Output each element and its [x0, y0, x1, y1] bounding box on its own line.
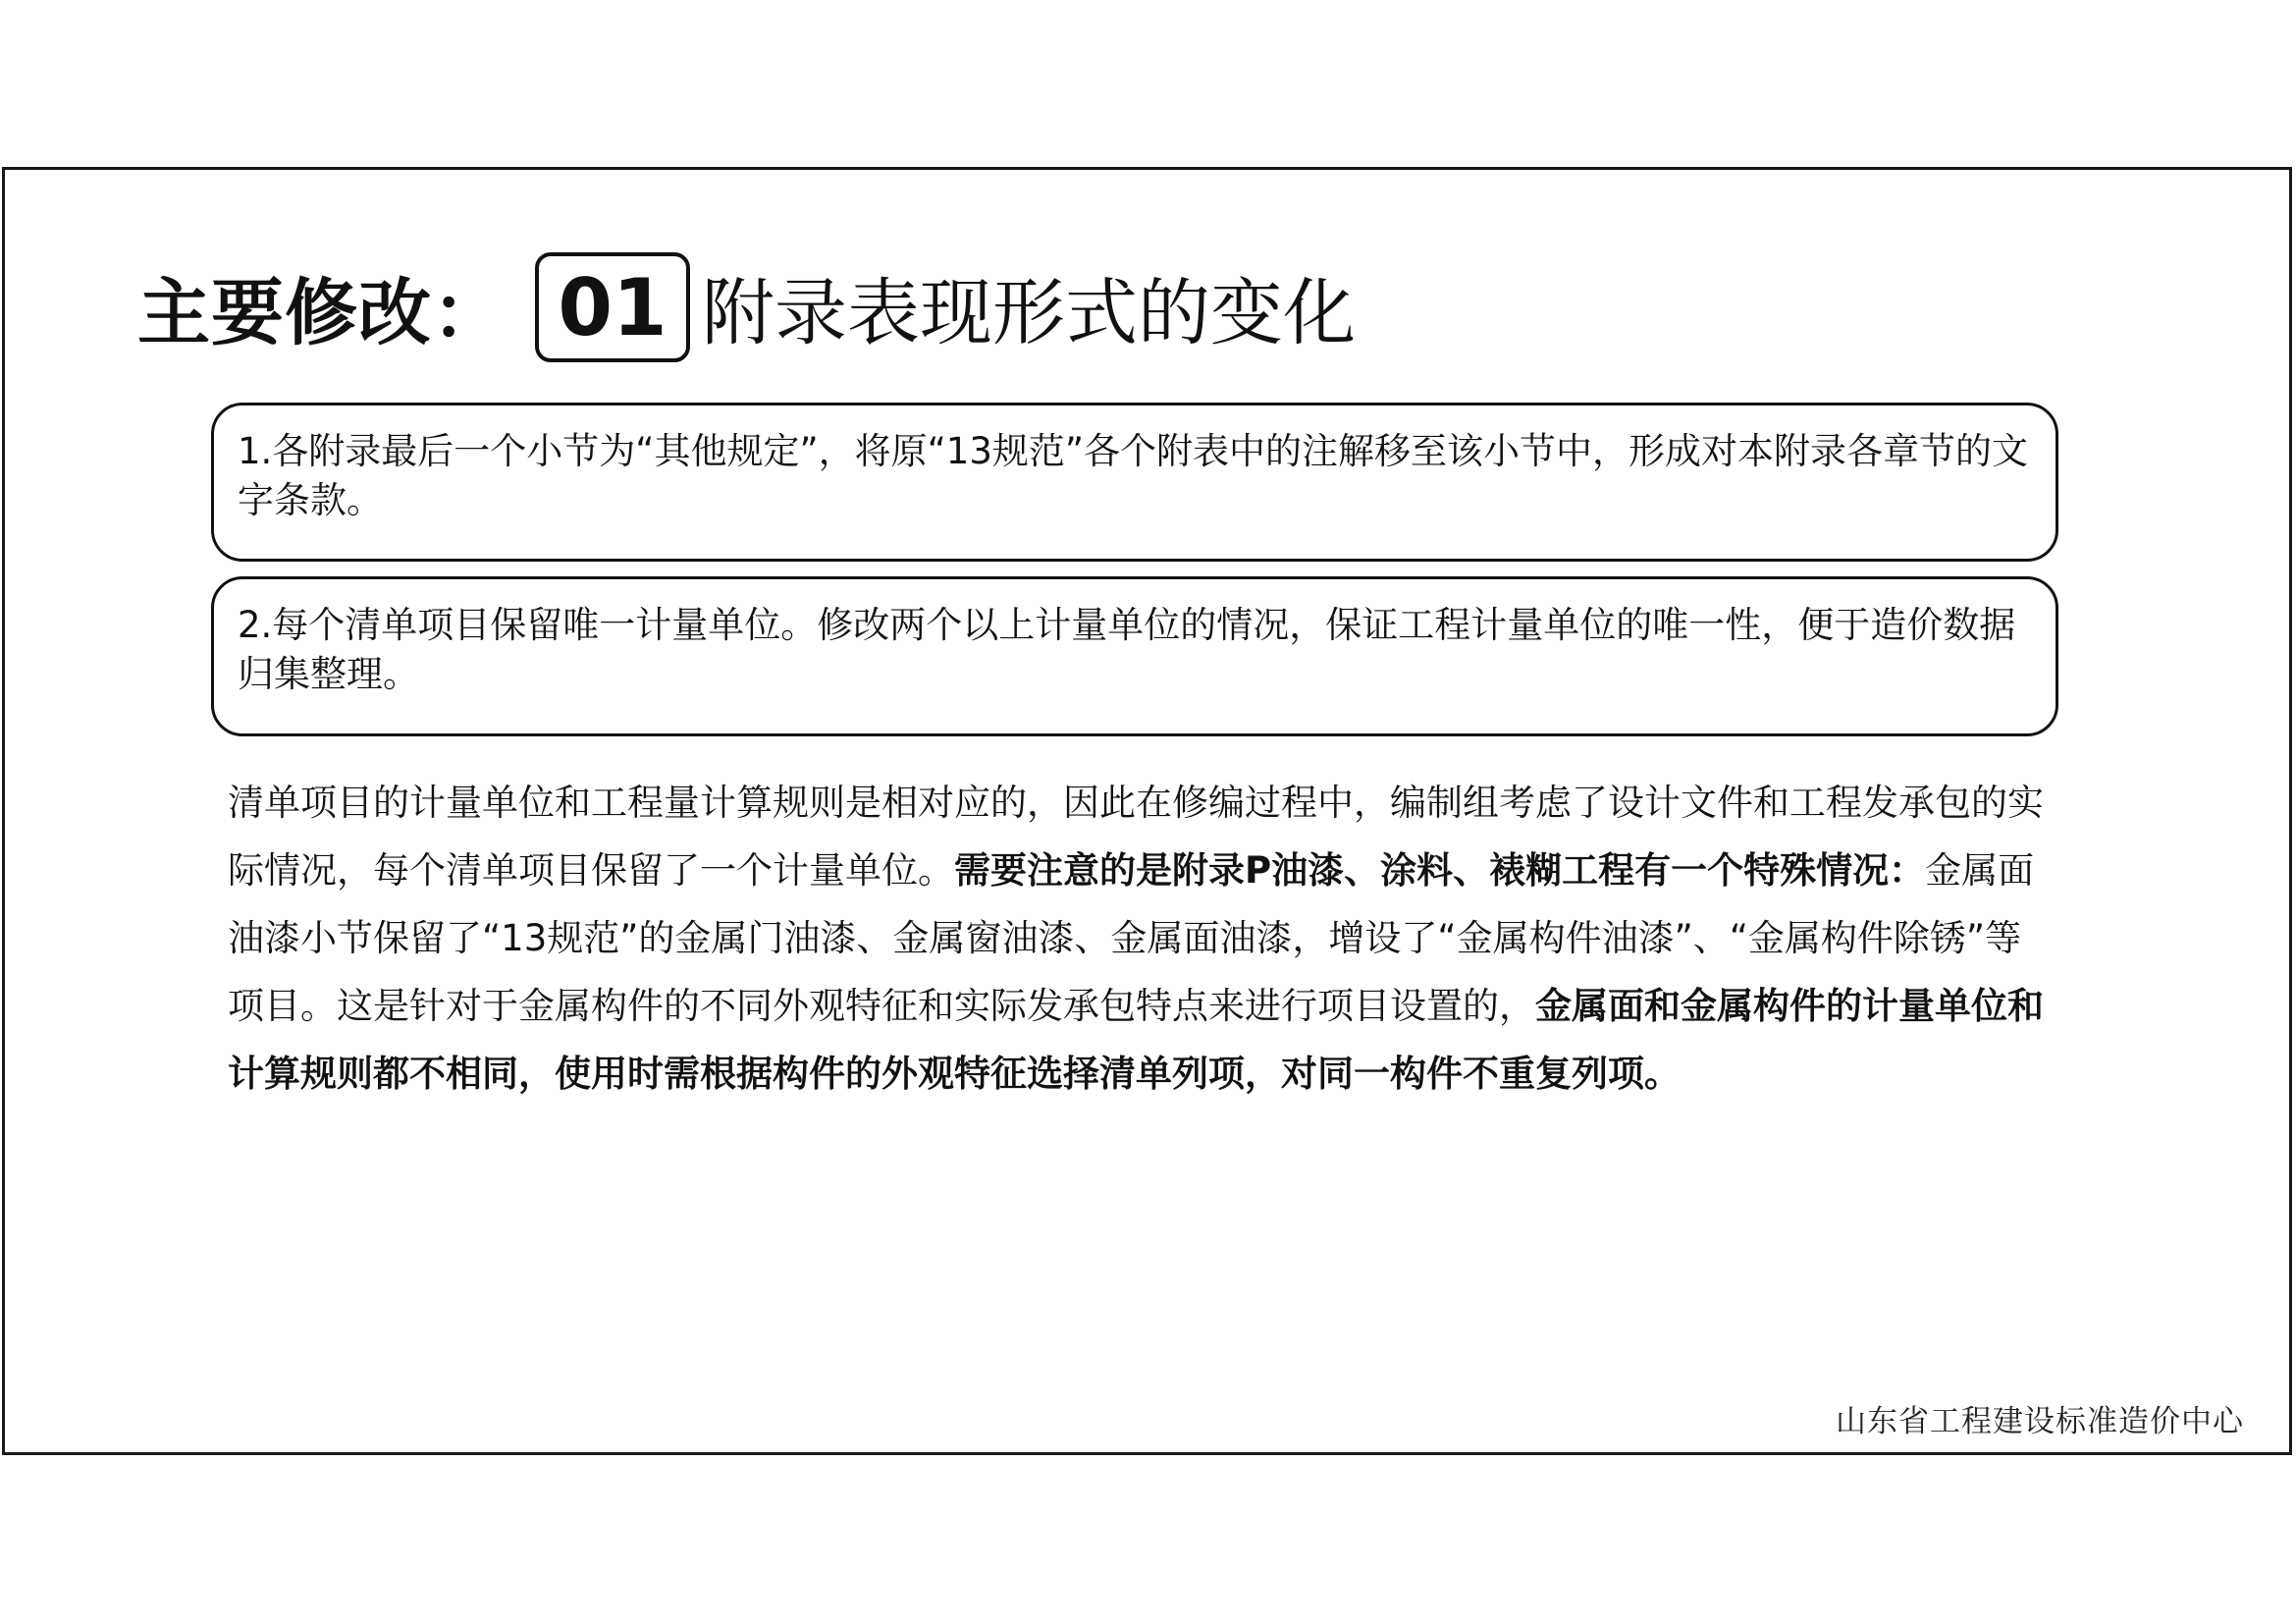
- body-segment-2-bold: 需要注意的是附录P油漆、涂料、裱糊工程有一个特殊情况：: [954, 849, 1926, 892]
- body-segment-3: 金属面油漆小节保留了“13规范”的金属门油漆、金属窗油漆、金属面油漆，增设了“金属构件油漆”、“金属构件除锈”等项目。这是针对于金属构件的不同外观特征和实际发承包特点来进行项目设置的，: [228, 849, 2035, 1027]
- point-text-2: 2.每个清单项目保留唯一计量单位。修改两个以上计量单位的情况，保证工程计量单位的唯一性，便于造价数据归集整理。: [238, 604, 2016, 695]
- footer-organization: 山东省工程建设标准造价中心: [1836, 1404, 2244, 1439]
- point-box-2: [211, 576, 2058, 736]
- body-paragraph: [228, 769, 2054, 1108]
- point-text-1: 1.各附录最后一个小节为“其他规定”，将原“13规范”各个附表中的注解移至该小节中，形成对本附录各章节的文字条款。: [238, 430, 2029, 521]
- body-segment-1: 清单项目的计量单位和工程量计算规则是相对应的，因此在修编过程中，编制组考虑了设计文件和工程发承包的实际情况，每个清单项目保留了一个计量单位。: [228, 782, 2044, 892]
- body-segment-4-bold: 金属面和金属构件的计量单位和计算规则都不相同，使用时需根据构件的外观特征选择清单列项，对同一构件不重复列项。: [228, 985, 2044, 1095]
- title-prefix: 主要修改：: [137, 271, 506, 355]
- page-title: [137, 250, 1356, 364]
- section-number-badge: 01: [535, 252, 690, 362]
- point-box-1: [211, 403, 2058, 562]
- title-main: 附录表现形式的变化: [702, 271, 1356, 355]
